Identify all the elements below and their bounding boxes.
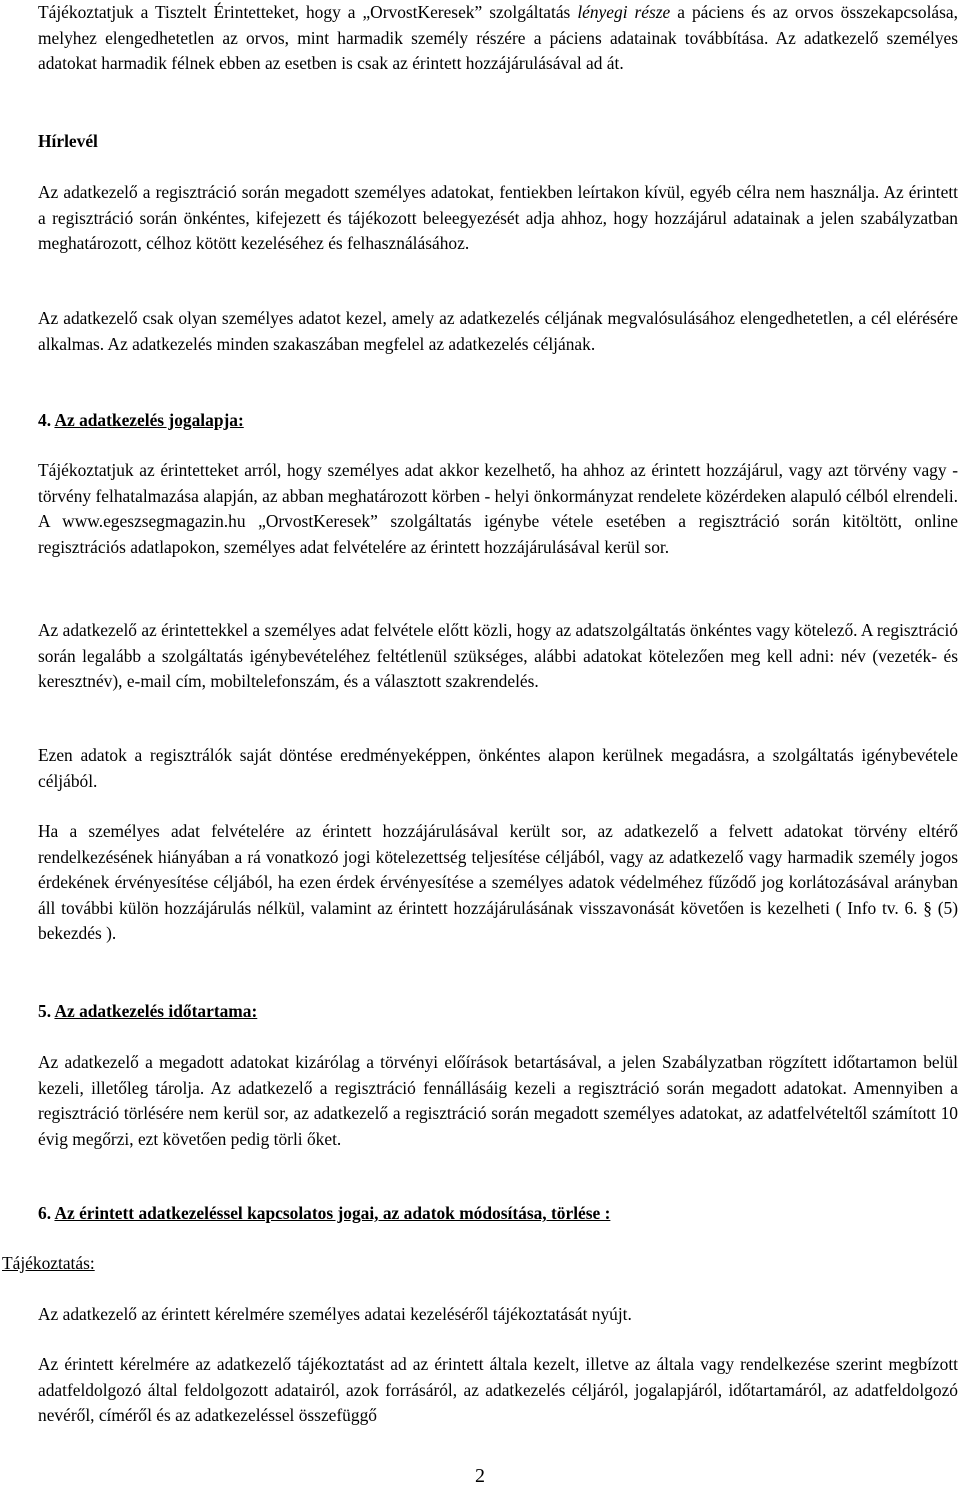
- intro-text-2: a páciens és az orvos összekapcsolása, melyhez elengedhetetlen az orvos, mint harmadik személy részére a páciens adatainak továbbítása. Az adatkezelő személyes adatokat harmadik félnek ebben az esetben is csak az érintett hozzájárulásával ad át.: [38, 2, 958, 74]
- section-4-paragraph-2: Az adatkezelő az érintettekkel a személyes adat felvétele előtt közli, hogy az adatszolgáltatás önkéntes vagy kötelező. A regisztráció során legalább a szolgáltatás igénybevételéhez feltétlenül szükséges, alábbi adatokat kötelezően meg kell adni: név (vezeték- és keresztnév), e-mail cím, mobiltelefonszám, és a választott szakrendelés.: [38, 620, 958, 692]
- section-4-paragraph-1: Tájékoztatjuk az érintetteket arról, hogy személyes adat akkor kezelhető, ha ahhoz az érintett hozzájárul, vagy azt törvény vagy - törvény felhatalmazása alapján, az abban meghatározott körben - helyi önkormányzat rendelete közérdeken alapuló célból elrendeli. A www.egeszsegmagazin.hu „OrvostKeresek” szolgáltatás igénybe vétele esetében a regisztráció során kitöltött, online regisztrációs adatlapokon, személyes adat felvételére az érintett hozzájárulásával kerül sor.: [38, 460, 958, 557]
- newsletter-paragraph-2: Az adatkezelő csak olyan személyes adatot kezel, amely az adatkezelés céljának megvalósulásához elengedhetetlen, a cél elérésére alkalmas. Az adatkezelés minden szakaszában megfelel az adatkezelés céljának.: [38, 308, 958, 354]
- intro-text-1: Tájékoztatjuk a Tisztelt Érintetteket, hogy a „OrvostKeresek” szolgáltatás: [38, 2, 578, 22]
- intro-paragraph: [38, 0, 958, 77]
- section-4-title: Az adatkezelés jogalapja:: [54, 410, 244, 430]
- section-4-number: 4.: [38, 410, 52, 430]
- section-6-paragraph-2: Az érintett kérelmére az adatkezelő tájékoztatást ad az érintett általa kezelt, illetve az általa vagy rendelkezése szerint megbízott adatfeldolgozó által feldolgozott adatairól, azok forrásáról, az adatkezelés céljáról, jogalapjáról, időtartamáról, az adatfeldolgozó nevéről, címéről és az adatkezeléssel összefüggő: [38, 1354, 958, 1426]
- section-6-title: Az érintett adatkezeléssel kapcsolatos jogai, az adatok módosítása, törlése :: [54, 1203, 611, 1223]
- document-page: [2, 0, 958, 1487]
- section-6-number: 6.: [38, 1203, 52, 1223]
- section-4-paragraph-4: Ha a személyes adat felvételére az érintett hozzájárulásával került sor, az adatkezelő a felvett adatokat törvény eltérő rendelkezésének hiányában a rá vonatkozó jogi kötelezettség teljesítése céljából, vagy az adatkezelő vagy harmadik személy jogos érdekének érvényesítése céljából, ha ezen érdek érvényesítése a személyes adatok védelméhez fűződő jog korlátozásával arányban áll további külön hozzájárulás nélkül, valamint az érintett hozzájárulásának visszavonását követően is kezelheti ( Info tv. 6. § (5) bekezdés ).: [38, 821, 958, 944]
- page-number: 2: [475, 1465, 485, 1487]
- section-4-paragraph-3: Ezen adatok a regisztrálók saját döntése eredményeképpen, önkéntes alapon kerülnek megadásra, a szolgáltatás igénybevétele céljából.: [38, 745, 958, 791]
- section-5-heading: [38, 999, 257, 1025]
- section-6-paragraph-1: Az adatkezelő az érintett kérelmére személyes adatai kezeléséről tájékoztatását nyújt.: [38, 1304, 632, 1324]
- section-5-number: 5.: [38, 1001, 52, 1021]
- newsletter-heading: Hírlevél: [38, 131, 98, 151]
- section-5-paragraph-1: Az adatkezelő a megadott adatokat kizárólag a törvényi előírások betartásával, a jelen Szabályzatban rögzített időtartamon belül kezeli, illetőleg tárolja. Az adatkezelő a regisztráció fennállásáig kezeli a regisztráció során megadott adatokat. Amennyiben a regisztráció törlésére nem kerül sor, az adatkezelő a regisztráció során megadott személyes adatokat, az adatfelvételtől számított 10 évig megőrzi, ezt követően pedig törli őket.: [38, 1052, 958, 1149]
- section-4-heading: [38, 408, 244, 434]
- section-6-subheading: Tájékoztatás:: [2, 1253, 95, 1273]
- intro-italic: lényegi része: [577, 2, 671, 22]
- section-5-title: Az adatkezelés időtartama:: [54, 1001, 258, 1021]
- newsletter-paragraph-1: Az adatkezelő a regisztráció során megadott személyes adatokat, fentiekben leírtakon kívül, egyéb célra nem használja. Az érintett a regisztráció során önkéntes, kifejezett és tájékozott beleegyezését adja ahhoz, hogy hozzájárul adatainak a jelen szabályzatban meghatározott, célhoz kötött kezeléséhez és felhasználásához.: [38, 182, 958, 254]
- section-6-heading: [38, 1201, 610, 1227]
